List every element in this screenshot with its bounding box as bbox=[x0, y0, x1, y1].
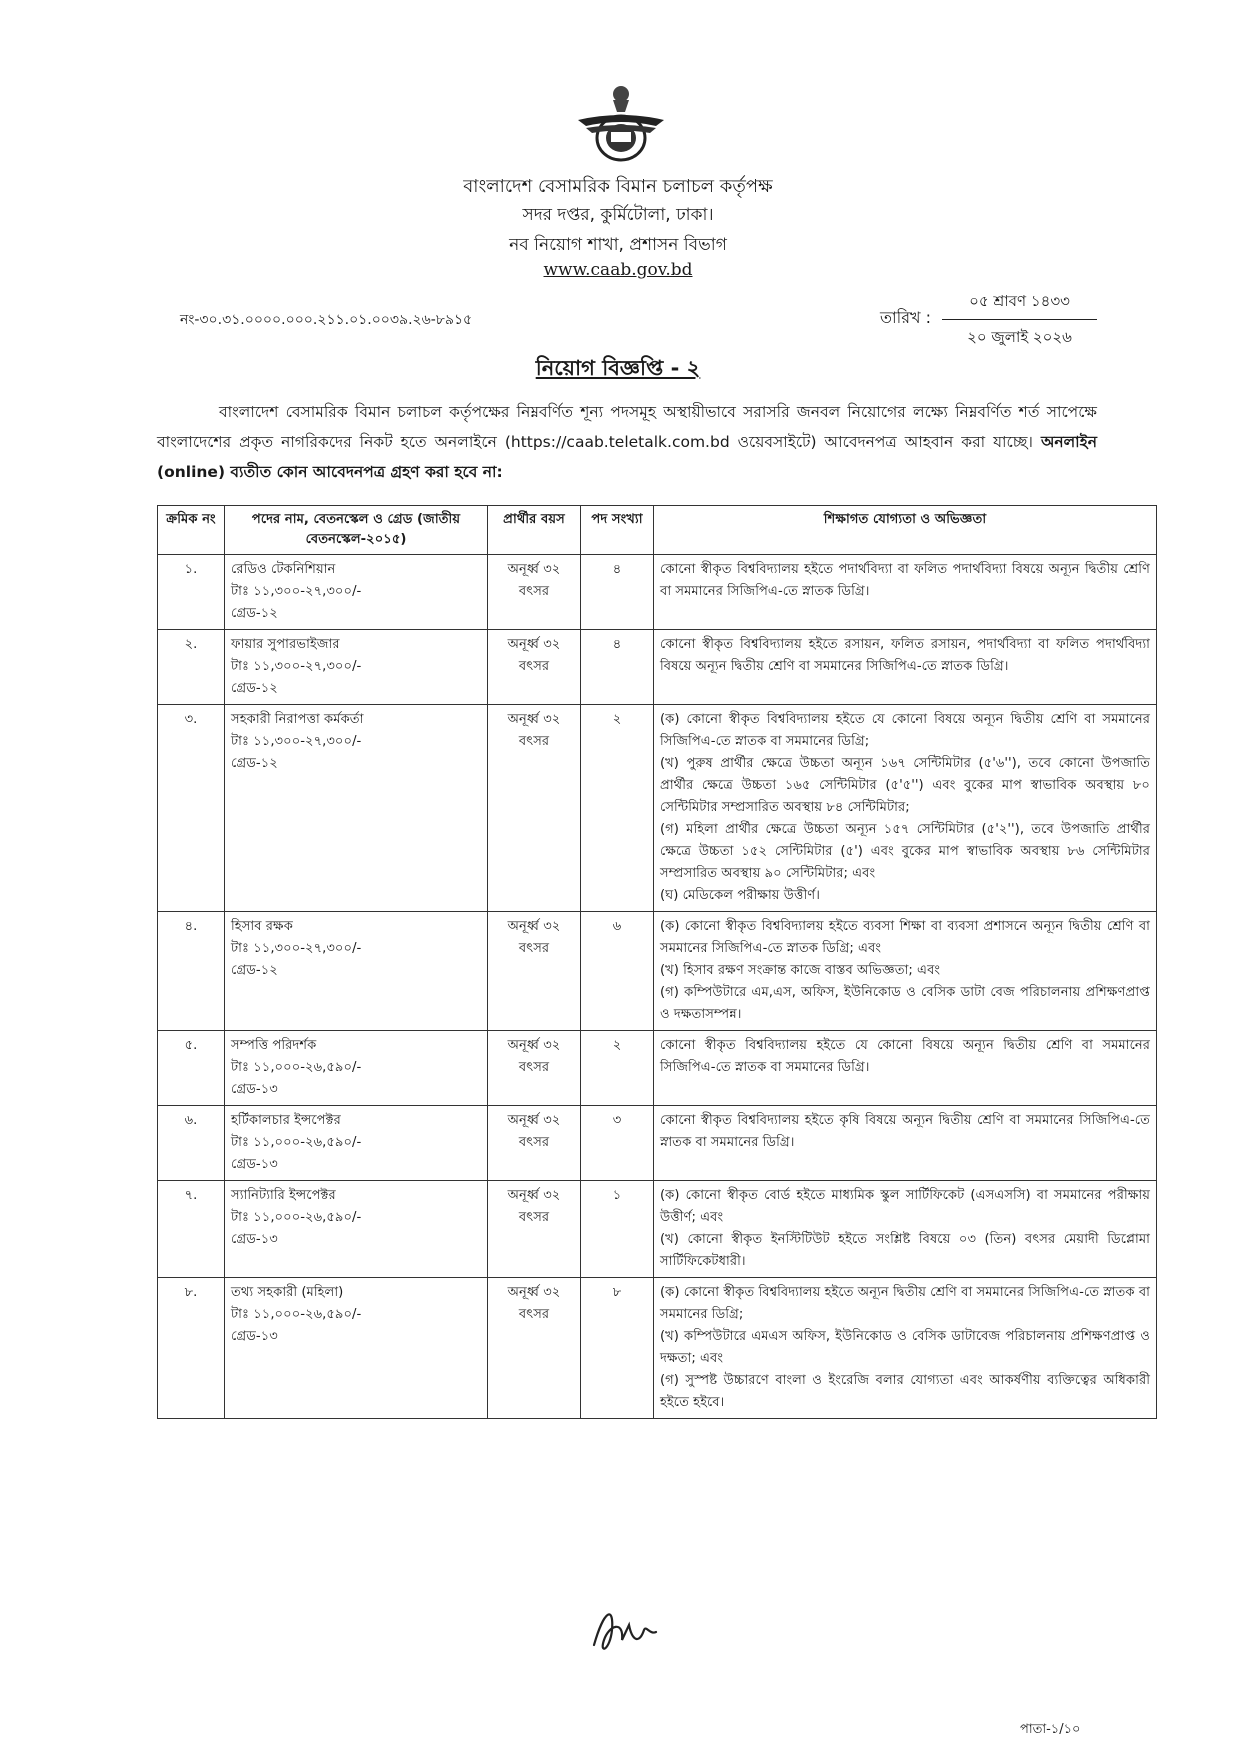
date-bangla: ০৫ শ্রাবণ ১৪৩৩ bbox=[942, 290, 1097, 320]
post-name: সম্পত্তি পরিদর্শক bbox=[231, 1038, 317, 1053]
post-scale: টাঃ ১১,৩০০-২৭,৩০০/- bbox=[231, 584, 362, 599]
row-age: অনূর্ধ্ব ৩২ বৎসর bbox=[488, 1181, 581, 1278]
row-age: অনূর্ধ্ব ৩২ বৎসর bbox=[488, 555, 581, 630]
row-age: অনূর্ধ্ব ৩২ বৎসর bbox=[488, 1278, 581, 1419]
qualification-item: কোনো স্বীকৃত বিশ্ববিদ্যালয় হইতে কৃষি বিষয়ে অন্যূন দ্বিতীয় শ্রেণি বা সমমানের সিজিপিএ-তে স্নাতক বা সমমানের ডিগ্রি। bbox=[660, 1113, 1150, 1150]
row-serial: ১. bbox=[158, 555, 225, 630]
header-count: পদ সংখ্যা bbox=[581, 506, 654, 555]
table-header-row bbox=[158, 506, 1157, 555]
row-count: ২ bbox=[581, 705, 654, 912]
qualification-item: (খ) কোনো স্বীকৃত ইনস্টিটিউট হইতে সংশ্লিষ্ট বিষয়ে ০৩ (তিন) বৎসর মেয়াদী ডিপ্লোমা সার্টিফিকেটধারী। bbox=[660, 1232, 1150, 1269]
post-scale: টাঃ ১১,০০০-২৬,৫৯০/- bbox=[231, 1135, 362, 1150]
post-grade: গ্রেড-১৩ bbox=[231, 1329, 278, 1344]
row-qualification bbox=[654, 1031, 1157, 1106]
row-serial: ৫. bbox=[158, 1031, 225, 1106]
row-post bbox=[225, 1106, 488, 1181]
table-row bbox=[158, 555, 1157, 630]
row-count: ৪ bbox=[581, 555, 654, 630]
qualification-item: (গ) সুস্পষ্ট উচ্চারণে বাংলা ও ইংরেজি বলার যোগ্যতা এবং আকর্ষণীয় ব্যক্তিত্বের অধিকারী হইতে হইবে। bbox=[660, 1373, 1150, 1410]
date-label: তারিখ : bbox=[880, 308, 932, 327]
post-scale: টাঃ ১১,৩০০-২৭,৩০০/- bbox=[231, 941, 362, 956]
row-qualification bbox=[654, 1181, 1157, 1278]
header-qualification: শিক্ষাগত যোগ্যতা ও অভিজ্ঞতা bbox=[654, 506, 1157, 555]
posts-table bbox=[157, 505, 1157, 1419]
date-english: ২০ জুলাই ২০২৬ bbox=[967, 328, 1072, 346]
post-name: সহকারী নিরাপত্তা কর্মকর্তা bbox=[231, 712, 364, 727]
post-grade: গ্রেড-১৩ bbox=[231, 1157, 278, 1172]
table-row bbox=[158, 1106, 1157, 1181]
website-link[interactable]: www.caab.gov.bd bbox=[543, 260, 693, 280]
qualification-item: (খ) হিসাব রক্ষণ সংক্রান্ত কাজে বাস্তব অভিজ্ঞতা; এবং bbox=[660, 963, 941, 978]
post-grade: গ্রেড-১৩ bbox=[231, 1232, 278, 1247]
org-branch: নব নিয়োগ শাখা, প্রশাসন বিভাগ bbox=[509, 235, 727, 255]
qualification-item: (ক) কোনো স্বীকৃত বিশ্ববিদ্যালয় হইতে ব্যবসা শিক্ষা বা ব্যবসা প্রশাসনে অন্যূন দ্বিতীয় শ্রেণি বা সমমানের সিজিপিএ-তে স্নাতক ডিগ্রি; এবং bbox=[660, 919, 1150, 956]
row-post bbox=[225, 912, 488, 1031]
post-grade: গ্রেড-১২ bbox=[231, 963, 278, 978]
row-serial: ৬. bbox=[158, 1106, 225, 1181]
post-scale: টাঃ ১১,৩০০-২৭,৩০০/- bbox=[231, 734, 362, 749]
signature-icon bbox=[584, 1600, 664, 1660]
qualification-item: (খ) পুরুষ প্রার্থীর ক্ষেত্রে উচ্চতা অন্যূন ১৬৭ সেন্টিমিটার (৫'৬''), তবে কোনো উপজাতি প্রার্থীর ক্ষেত্রে উচ্চতা ১৬৫ সেন্টিমিটার (৫'৫'') এবং বুকের মাপ স্বাভাবিক অবস্থায় ৮০ সেন্টিমিটার সম্প্রসারিত অবস্থায় ৮৪ সেন্টিমিটার; bbox=[660, 756, 1150, 815]
row-qualification bbox=[654, 705, 1157, 912]
table-row bbox=[158, 705, 1157, 912]
qualification-item: (গ) মহিলা প্রার্থীর ক্ষেত্রে উচ্চতা অন্যূন ১৫৭ সেন্টিমিটার (৫'২''), তবে উপজাতি প্রার্থীর ক্ষেত্রে উচ্চতা ১৫২ সেন্টিমিটার (৫') এবং বুকের মাপ স্বাভাবিক অবস্থায় ৮৬ সেন্টিমিটার সম্প্রসারিত অবস্থায় ৯০ সেন্টিমিটার; এবং bbox=[660, 822, 1150, 881]
post-grade: গ্রেড-১৩ bbox=[231, 1082, 278, 1097]
org-name: বাংলাদেশ বেসামরিক বিমান চলাচল কর্তৃপক্ষ bbox=[463, 176, 773, 197]
row-count: ৩ bbox=[581, 1106, 654, 1181]
table-row bbox=[158, 912, 1157, 1031]
date-box bbox=[942, 290, 1097, 351]
post-name: তথ্য সহকারী (মহিলা) bbox=[231, 1285, 344, 1300]
post-scale: টাঃ ১১,০০০-২৬,৫৯০/- bbox=[231, 1307, 362, 1322]
qualification-item: (ঘ) মেডিকেল পরীক্ষায় উত্তীর্ণ। bbox=[660, 888, 820, 903]
row-age: অনূর্ধ্ব ৩২ বৎসর bbox=[488, 630, 581, 705]
qualification-item: কোনো স্বীকৃত বিশ্ববিদ্যালয় হইতে পদার্থবিদ্যা বা ফলিত পদার্থবিদ্যা বিষয়ে অন্যূন দ্বিতীয় শ্রেণি বা সমমানের সিজিপিএ-তে স্নাতক ডিগ্রি। bbox=[660, 562, 1150, 599]
row-qualification bbox=[654, 555, 1157, 630]
qualification-item: (খ) কম্পিউটারে এমএস অফিস, ইউনিকোড ও বেসিক ডাটাবেজ পরিচালনায় প্রশিক্ষণপ্রাপ্ত ও দক্ষতা; এবং bbox=[660, 1329, 1150, 1366]
memo-number: নং-৩০.৩১.০০০০.০০০.২১১.০১.০০৩৯.২৬-৮৯১৫ bbox=[180, 312, 473, 328]
row-count: ২ bbox=[581, 1031, 654, 1106]
row-post bbox=[225, 555, 488, 630]
post-grade: গ্রেড-১২ bbox=[231, 606, 278, 621]
row-post bbox=[225, 630, 488, 705]
header-post: পদের নাম, বেতনস্কেল ও গ্রেড (জাতীয় বেতনস্কেল-২০১৫) bbox=[225, 506, 488, 555]
row-serial: ৮. bbox=[158, 1278, 225, 1419]
caab-emblem-icon bbox=[576, 80, 666, 166]
post-name: ফায়ার সুপারভাইজার bbox=[231, 637, 340, 652]
row-post bbox=[225, 1181, 488, 1278]
row-age: অনূর্ধ্ব ৩২ বৎসর bbox=[488, 1031, 581, 1106]
header-serial: ক্রমিক নং bbox=[158, 506, 225, 555]
row-serial: ৪. bbox=[158, 912, 225, 1031]
row-qualification bbox=[654, 630, 1157, 705]
row-age: অনূর্ধ্ব ৩২ বৎসর bbox=[488, 912, 581, 1031]
qualification-item: (ক) কোনো স্বীকৃত বিশ্ববিদ্যালয় হইতে অন্যূন দ্বিতীয় শ্রেণি বা সমমানের সিজিপিএ-তে স্নাতক বা সমমানের ডিগ্রি; bbox=[660, 1285, 1150, 1322]
qualification-item: কোনো স্বীকৃত বিশ্ববিদ্যালয় হইতে রসায়ন, ফলিত রসায়ন, পদার্থবিদ্যা বা ফলিত পদার্থবিদ্যা বিষয়ে অন্যূন দ্বিতীয় শ্রেণি বা সমমানের সিজিপিএ-তে স্নাতক ডিগ্রি। bbox=[660, 637, 1150, 674]
qualification-item: কোনো স্বীকৃত বিশ্ববিদ্যালয় হইতে যে কোনো বিষয়ে অন্যূন দ্বিতীয় শ্রেণি বা সমমানের সিজিপিএ-তে স্নাতক বা সমমানের ডিগ্রি। bbox=[660, 1038, 1150, 1075]
qualification-item: (গ) কম্পিউটারে এম,এস, অফিস, ইউনিকোড ও বেসিক ডাটা বেজ পরিচালনায় প্রশিক্ষণপ্রাপ্ত ও দক্ষতাসম্পন্ন। bbox=[660, 985, 1150, 1022]
intro-bold-text: অনলাইন (online) ব্যতীত কোন আবেদনপত্র গ্রহণ করা হবে না: bbox=[157, 433, 1097, 481]
post-name: হর্টিকালচার ইন্সপেক্টর bbox=[231, 1113, 341, 1128]
row-age: অনূর্ধ্ব ৩২ বৎসর bbox=[488, 1106, 581, 1181]
row-post bbox=[225, 1278, 488, 1419]
row-count: ৪ bbox=[581, 630, 654, 705]
intro-text: বাংলাদেশ বেসামরিক বিমান চলাচল কর্তৃপক্ষের নিম্নবর্ণিত শূন্য পদসমূহ অস্থায়ীভাবে সরাসরি জনবল নিয়োগের লক্ষ্যে নিম্নবর্ণিত শর্ত সাপেক্ষে বাংলাদেশের প্রকৃত নাগরিকদের নিকট হতে অনলাইনে (https://caab.teletalk.com.bd ওয়েবসাইটে) আবেদনপত্র আহবান করা যাচ্ছে। bbox=[157, 403, 1097, 451]
notice-title-text: নিয়োগ বিজ্ঞপ্তি - ২ bbox=[535, 356, 701, 380]
row-post bbox=[225, 705, 488, 912]
row-qualification bbox=[654, 1106, 1157, 1181]
qualification-item: (ক) কোনো স্বীকৃত বিশ্ববিদ্যালয় হইতে যে কোনো বিষয়ে অন্যূন দ্বিতীয় শ্রেণি বা সমমানের সিজিপিএ-তে স্নাতক বা সমমানের ডিগ্রি; bbox=[660, 712, 1150, 749]
org-address: সদর দপ্তর, কুর্মিটোলা, ঢাকা। bbox=[522, 205, 714, 225]
intro-paragraph bbox=[157, 397, 1097, 487]
post-scale: টাঃ ১১,৩০০-২৭,৩০০/- bbox=[231, 659, 362, 674]
row-age: অনূর্ধ্ব ৩২ বৎসর bbox=[488, 705, 581, 912]
row-count: ১ bbox=[581, 1181, 654, 1278]
post-grade: গ্রেড-১২ bbox=[231, 681, 278, 696]
page-number: পাতা-১/১০ bbox=[1020, 1722, 1081, 1737]
row-serial: ৩. bbox=[158, 705, 225, 912]
post-name: রেডিও টেকনিশিয়ান bbox=[231, 562, 336, 577]
notice-title bbox=[0, 352, 1236, 387]
table-row bbox=[158, 1181, 1157, 1278]
row-qualification bbox=[654, 912, 1157, 1031]
post-name: স্যানিট্যারি ইন্সপেক্টর bbox=[231, 1188, 336, 1203]
row-count: ৮ bbox=[581, 1278, 654, 1419]
row-qualification bbox=[654, 1278, 1157, 1419]
post-scale: টাঃ ১১,০০০-২৬,৫৯০/- bbox=[231, 1060, 362, 1075]
post-grade: গ্রেড-১২ bbox=[231, 756, 278, 771]
post-name: হিসাব রক্ষক bbox=[231, 919, 293, 934]
row-post bbox=[225, 1031, 488, 1106]
row-count: ৬ bbox=[581, 912, 654, 1031]
table-row bbox=[158, 630, 1157, 705]
row-serial: ৭. bbox=[158, 1181, 225, 1278]
table-row bbox=[158, 1278, 1157, 1419]
header-age: প্রার্থীর বয়স bbox=[488, 506, 581, 555]
post-scale: টাঃ ১১,০০০-২৬,৫৯০/- bbox=[231, 1210, 362, 1225]
qualification-item: (ক) কোনো স্বীকৃত বোর্ড হইতে মাধ্যমিক স্কুল সার্টিফিকেট (এসএসসি) বা সমমানের পরীক্ষায় উত্তীর্ণ; এবং bbox=[660, 1188, 1150, 1225]
row-serial: ২. bbox=[158, 630, 225, 705]
table-row bbox=[158, 1031, 1157, 1106]
